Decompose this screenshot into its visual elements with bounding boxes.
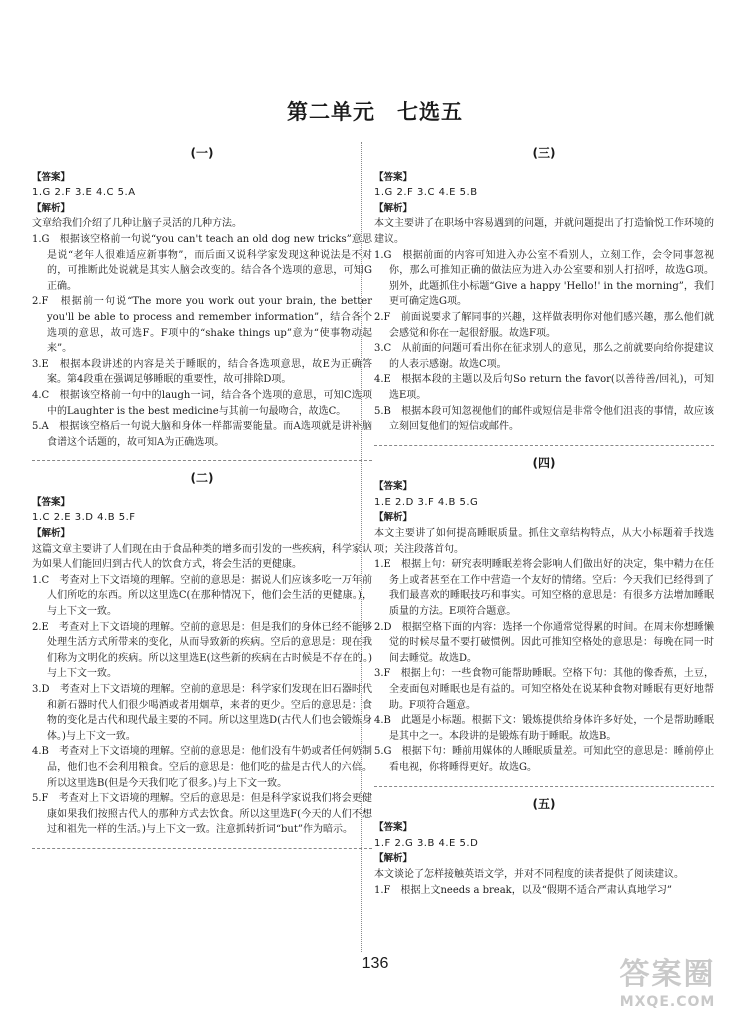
analysis-tag: 【解析】 xyxy=(374,512,413,524)
analysis-tag: 【解析】 xyxy=(32,528,71,540)
watermark-url: MXQE.COM xyxy=(619,994,716,1010)
section-divider xyxy=(32,460,372,461)
explanation-item: 3.D 考查对上下文语境的理解。空前的意思是：科学家们发现在旧石器时代和新石器时代人们很少喝酒或者用烟草，来者的更少。空后的意思是：食物的变化是古代和现代最主要的不同。所以这里选D(古代人们也会锻炼身体。)与上下文一致。 xyxy=(32,684,372,742)
explanation-item: 4.E 根据本段的主题以及后句So return the favor(以善待善/回礼)，可知选E项。 xyxy=(374,374,714,401)
analysis-tag: 【解析】 xyxy=(374,853,413,865)
explanation-item: 1.G 根据该空格前一句说“you can't teach an old dog new tricks”意思是说“老年人很难适应新事物”，而后面又说科学家发现这种说法是不对的，可推断此处说就是其实人脑会改变的。结合各个选项的意思，可知G正确。 xyxy=(32,233,372,292)
page-title: 第二单元 七选五 xyxy=(287,100,463,124)
section-divider xyxy=(374,445,714,446)
explanation-item: 3.E 根据本段讲述的内容是关于睡眠的，结合各选项意思，故E为正确答案。第4段重在强调足够睡眠的重要性，故可排除D项。 xyxy=(32,358,372,386)
explanation-item: 4.C 根据该空格前一句中的laugh一词，结合各个选项的意思，可知C选项中的Laughter is the best medicine与其前一句最吻合，故选C。 xyxy=(32,389,372,417)
section-intro: 这篇文章主要讲了人们现在由于食品种类的增多而引发的一些疾病，科学家认为如果人们能回归到古代人的饮食方式，将会生活的更健康。 xyxy=(32,543,372,571)
explanation-item: 2.F 根据前一句说“The more you work out your brain, the better you'll be able to process and remember information”，结合各个选项的意思，故可选F。F项中的“shake things up”意为“使事物动起来”。 xyxy=(32,296,372,355)
answer-key: 1.C 2.E 3.D 4.B 5.F xyxy=(32,512,136,524)
answer-tag: 【答案】 xyxy=(374,171,413,183)
explanation-item: 1.C 考查对上下文语境的理解。空前的意思是：据说人们应该多吃一万年前人们所吃的东西。所以这里选C(在那种情况下，他们会生活的更健康。)，与上下文一致。 xyxy=(32,574,372,618)
answer-tag: 【答案】 xyxy=(374,822,413,834)
answer-tag: 【答案】 xyxy=(374,481,413,493)
explanation-item: 5.G 根据下句：睡前用媒体的人睡眠质量差。可知此空的意思是：睡前停止看电视，你将睡得更好。故选G。 xyxy=(374,746,714,773)
section-heading: (二) xyxy=(190,471,214,486)
section-heading: (四) xyxy=(532,455,556,470)
explanation-item: 3.C 从前面的问题可看出你在征求别人的意见，那么之前就要向给你提建议的人表示感谢。故选C项。 xyxy=(374,343,714,370)
explanation-item: 5.B 根据本段可知忽视他们的邮件或短信是非常令他们沮丧的事情，故应该立刻回复他们的短信或邮件。 xyxy=(374,405,714,433)
analysis-tag: 【解析】 xyxy=(32,202,71,214)
explanation-item: 2.E 考查对上下文语境的理解。空前的意思是：但是我们的身体已经不能够处理生活方式所带来的变化，从而导致新的疾病。空后的意思是：现在我们称为文明化的疾病。所以这里选E(这些新的疾病在古时候是不存在的。)与上下文一致。 xyxy=(32,621,372,680)
section-heading: (三) xyxy=(532,146,556,160)
section-heading: (一) xyxy=(190,146,214,160)
answer-key: 1.G 2.F 3.E 4.C 5.A xyxy=(32,187,136,199)
explanation-item: 1.F 根据上文needs a break，以及“假期不适合严肃认真地学习” xyxy=(374,884,672,896)
explanation-item: 2.F 前面说要求了解同事的兴趣，这样做表明你对他们感兴趣，那么他们就会感觉和你在一起很舒服。故选F项。 xyxy=(374,311,714,339)
explanation-item: 3.F 根据上句：一些食物可能帮助睡眠。空格下句：其他的像香蕉，土豆，全麦面包对睡眠也是有益的。可知空格处在说某种食物对睡眠有更好地帮助。F项符合题意。 xyxy=(374,668,714,711)
section-1 xyxy=(32,146,372,450)
watermark-text: 答案圈 xyxy=(619,957,716,992)
section-divider xyxy=(374,786,714,787)
explanation-item: 1.G 根据前面的内容可知进入办公室不看别人，立刻工作，会令同事忽视你，那么可推知正确的做法应为进入办公室要和别人打招呼，故选G项。别外，此题抓住小标题“Give a happy 'Hello!' in the morning”，我们更可确定选G项。 xyxy=(374,249,714,308)
explanation-item: 5.A 根据该空格后一句说大脑和身体一样都需要能量。而A选项就是讲补脑食谱这个话题的，故可知A为正确选项。 xyxy=(32,421,372,448)
explanation-item: 4.B 此题是小标题。根据下文：锻炼提供给身体许多好处，一个是帮助睡眠是其中之一。本段讲的是锻炼有助于睡眠。故选B。 xyxy=(374,715,714,742)
section-3 xyxy=(374,146,714,435)
section-2 xyxy=(32,471,372,838)
section-intro: 文章给我们介绍了几种让脑子灵活的几种方法。 xyxy=(32,218,242,230)
section-heading: (五) xyxy=(532,796,556,811)
explanation-item: 5.F 考查对上下文语境的理解。空后的意思是：但是科学家说我们将会更健康如果我们按照古代人的那种方式去饮食。所以这里选F(今天的人们不想过和祖先一样的生活。)与上下文一致。注意抓转折词“but”作为暗示。 xyxy=(32,793,372,836)
section-intro: 本文谈论了怎样接触英语文学，并对不同程度的读者提供了阅读建议。 xyxy=(374,868,684,880)
section-intro: 本文主要讲了在职场中容易遇到的问题，并就问题提出了打造愉悦工作环境的建议。 xyxy=(374,218,714,245)
answer-key: 1.G 2.F 3.C 4.E 5.B xyxy=(374,187,478,199)
answer-tag: 【答案】 xyxy=(32,171,71,183)
right-column xyxy=(374,142,714,898)
section-4 xyxy=(374,456,714,776)
section-divider xyxy=(32,848,372,849)
analysis-tag: 【解析】 xyxy=(374,202,413,214)
answer-key: 1.F 2.G 3.B 4.E 5.D xyxy=(374,837,479,849)
section-5 xyxy=(374,797,714,899)
explanation-item: 2.D 根据空格下面的内容：选择一个你通常觉得累的时间。在周末你想睡懒觉的时候尽量不要打破惯例。因此可推知空格处的意思是：每晚在同一时间去睡觉。故选D。 xyxy=(374,621,714,664)
explanation-item: 1.E 根据上句：研究表明睡眠差将会影响人们做出好的决定，集中精力在任务上或者甚至在工作中营造一个友好的情绪。空后：今天我们已经得到了我们最喜欢的睡眠技巧和事实。可知空格的意思是：有很多方法增加睡眠质量的方法。E项符合题意。 xyxy=(374,559,714,618)
answer-key: 1.E 2.D 3.F 4.B 5.G xyxy=(374,496,479,508)
page-number: 136 xyxy=(361,955,389,972)
explanation-item: 4.B 考查对上下文语境的理解。空前的意思是：他们没有牛奶或者任何奶制品，他们也不会利用粮食。空后的意思是：他们吃的盐是古代人的六倍。所以这里选B(但是今天我们吃了很多。)与上下文一致。 xyxy=(32,746,372,789)
answer-tag: 【答案】 xyxy=(32,496,71,508)
section-intro: 本文主要讲了如何提高睡眠质量。抓住文章结构特点，从大小标题着手找选项；关注段落首句。 xyxy=(374,528,714,555)
watermark-logo xyxy=(595,957,740,1015)
left-column xyxy=(32,142,372,859)
